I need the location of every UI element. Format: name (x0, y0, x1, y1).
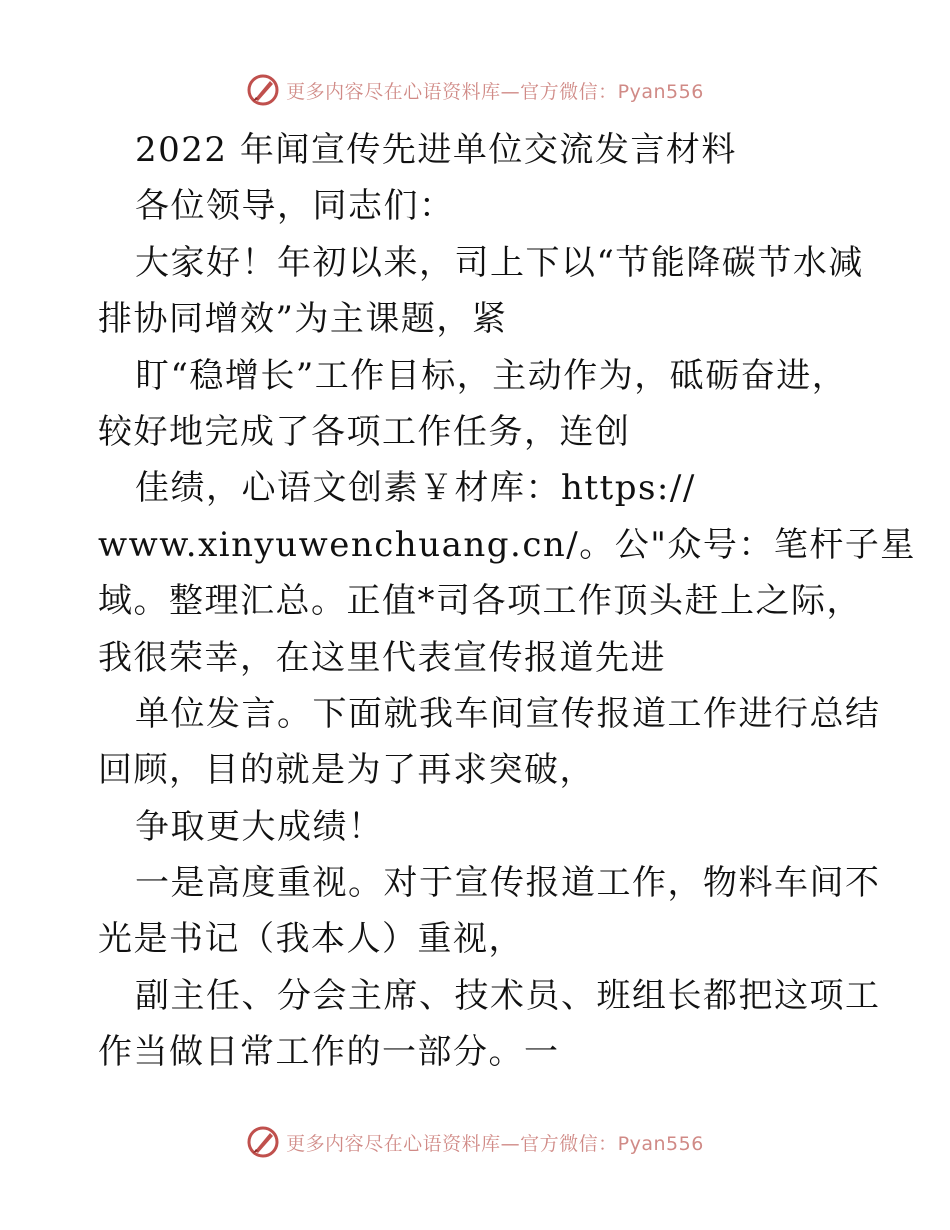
body-line: 单位发言。下面就我车间宣传报道工作进行总结 (135, 693, 881, 734)
body-line: 争取更大成绩！ (135, 806, 384, 847)
header-watermark (0, 70, 950, 110)
watermark-text: 更多内容尽在心语资料库—官方微信：Pyan556 (286, 80, 704, 103)
watermark-text: 更多内容尽在心语资料库—官方微信：Pyan556 (286, 1132, 704, 1155)
body-line: 较好地完成了各项工作任务，连创 (98, 411, 631, 452)
quill-pen-logo-icon (246, 73, 280, 107)
body-line: 一是高度重视。对于宣传报道工作，物料车间不 (135, 863, 881, 904)
body-line: 大家好！年初以来，司上下以“节能降碳节水减 (135, 242, 864, 283)
document-body (98, 122, 916, 1081)
body-line: 副主任、分会主席、技术员、班组长都把这项工 (135, 975, 881, 1016)
body-line: 佳绩，心语文创素￥材库：https:// (135, 468, 696, 509)
body-line: 回顾，目的就是为了再求突破， (98, 750, 595, 791)
body-line: 域。整理汇总。正值*司各项工作顶头赶上之际， (98, 581, 862, 622)
quill-pen-logo-icon (246, 1125, 280, 1159)
body-line: 排协同增效”为主课题，紧 (98, 299, 508, 340)
body-line: 作当做日常工作的一部分。一 (98, 1032, 560, 1073)
salutation-line: 各位领导，同志们： (135, 186, 455, 227)
footer-watermark (0, 1122, 950, 1162)
body-line: 盯“稳增长”工作目标，主动作为，砥砺奋进， (135, 355, 848, 396)
body-line: 光是书记（我本人）重视， (98, 919, 524, 960)
body-line: 我很荣幸，在这里代表宣传报道先进 (98, 637, 666, 678)
document-title: 2022 年闻宣传先进单位交流发言材料 (135, 130, 737, 170)
body-line: www.xinyuwenchuang.cn/。公"众号：笔杆子星 (98, 524, 916, 565)
